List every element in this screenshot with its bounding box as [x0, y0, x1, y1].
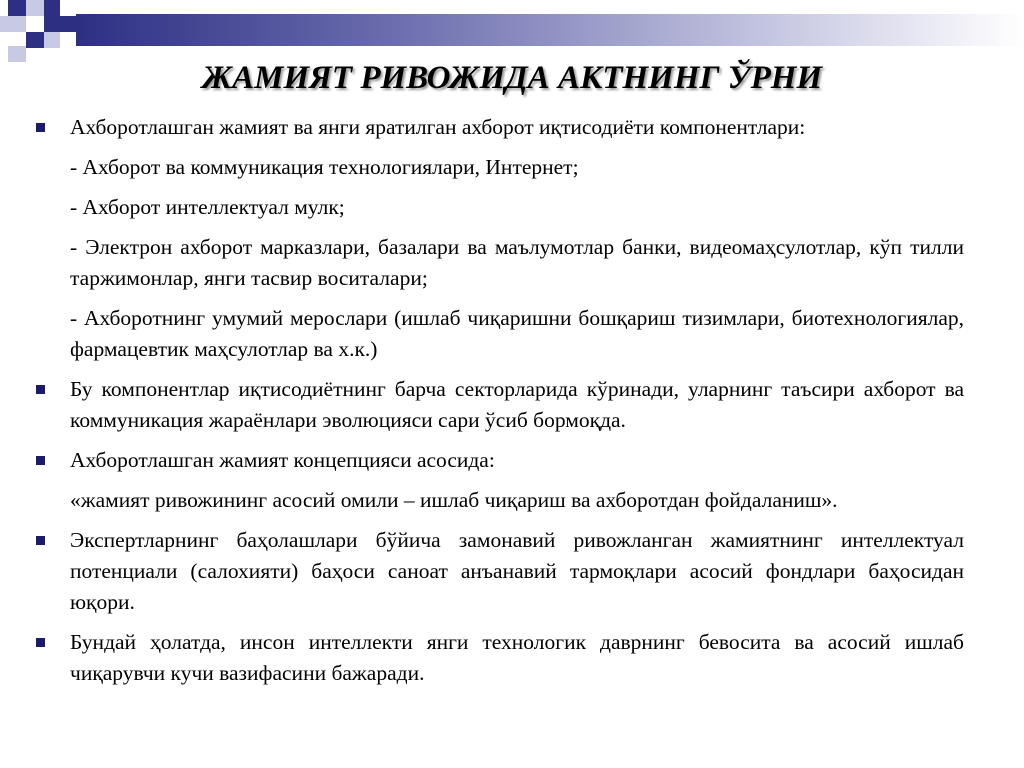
paragraph-text: - Ахборот интеллектуал мулк;: [70, 195, 345, 219]
paragraph-text: - Электрон ахборот марказлари, базалари ва маълумотлар банки, видеомаҳсулотлар, кўп тилли таржимонлар, янги тасвир воситалари;: [70, 235, 964, 290]
paragraph-text: Ахборотлашган жамият концепцияси асосида:: [70, 448, 495, 472]
slide-title: ЖАМИЯТ РИВОЖИДА АКТНИНГ ЎРНИ: [201, 60, 823, 96]
square-bullet-icon: [36, 638, 45, 647]
paragraph-text: - Ахборот ва коммуникация технологиялари, Интернет;: [70, 155, 579, 179]
decor-square-dark-2: [44, 0, 60, 16]
decor-square-light-2: [0, 16, 26, 32]
sub-item: [36, 232, 964, 294]
square-bullet-icon: [36, 536, 45, 545]
paragraph-text: «жамият ривожининг асосий омили – ишлаб чиқариш ва ахборотдан фойдаланиш».: [70, 488, 838, 512]
paragraph-text: Ахборотлашган жамият ва янги яратилган ахборот иқтисодиёти компонентлари:: [70, 115, 806, 139]
bullet-item: [36, 627, 964, 689]
square-bullet-icon: [36, 385, 45, 394]
bullet-item: [36, 445, 964, 476]
sub-item: [36, 152, 964, 183]
bullet-item: [36, 374, 964, 436]
square-bullet-icon: [36, 123, 45, 132]
decor-square-dark-3: [44, 16, 76, 32]
slide-body: [36, 112, 964, 698]
decor-square-dark-4: [26, 32, 44, 48]
square-bullet-icon: [36, 456, 45, 465]
sub-item: [36, 485, 964, 516]
paragraph-text: Бундай ҳолатда, инсон интеллекти янги технологик даврнинг бевосита ва асосий ишлаб чиқарувчи кучи вазифасини бажаради.: [70, 630, 964, 685]
decor-square-dark-1: [8, 0, 26, 16]
paragraph-text: - Ахборотнинг умумий мерослари (ишлаб чиқаришни бошқариш тизимлари, биотехнологиялар, фармацевтик маҳсулотлар ва х.к.): [70, 306, 964, 361]
paragraph-text: Бу компонентлар иқтисодиётнинг барча секторларида кўринади, уларнинг таъсири ахборот ва коммуникация жараёнлари эволюцияси сари ўсиб бормоқда.: [70, 377, 964, 432]
bullet-item: [36, 112, 964, 143]
decor-square-light-3: [44, 32, 60, 48]
decor-square-light-1: [26, 0, 44, 16]
sub-item: [36, 303, 964, 365]
decor-square-white: [26, 16, 44, 32]
header-gradient-band: [76, 14, 1024, 46]
bullet-item: [36, 525, 964, 618]
paragraph-text: Экспертларнинг баҳолашлари бўйича замонавий ривожланган жамиятнинг интеллектуал потенциали (салохияти) баҳоси саноат анъанавий тармоқлари асосий фондлари баҳосидан юқори.: [70, 528, 964, 614]
sub-item: [36, 192, 964, 223]
